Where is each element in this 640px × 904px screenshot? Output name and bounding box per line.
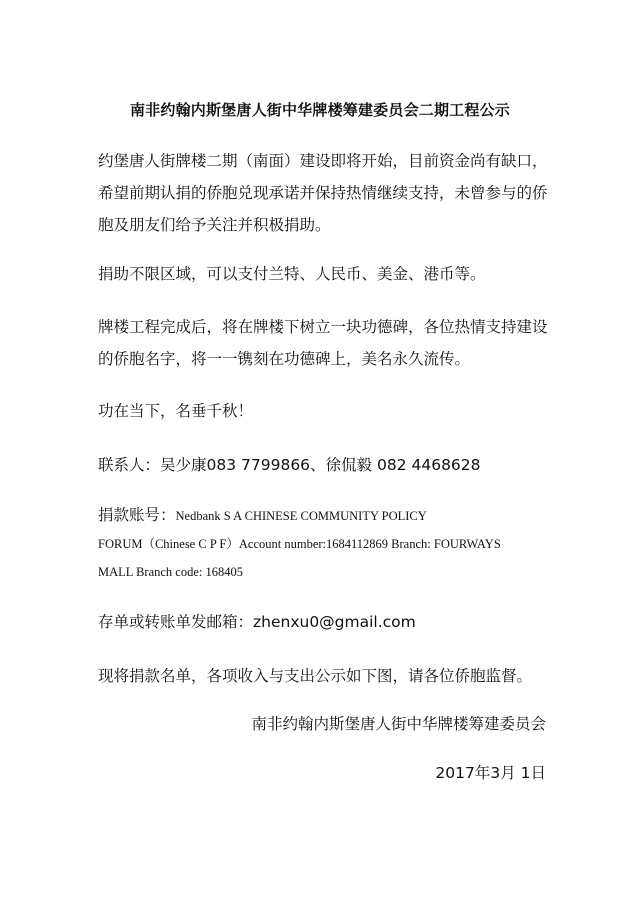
paragraph-donation-list-note: 现将捐款名单，各项收入与支出公示如下图，请各位侨胞监督。 [98, 667, 533, 685]
account-label: 捐款账号： [98, 506, 176, 524]
paragraph-construction-notice: 约堡唐人街牌楼二期（南面）建设即将开始，目前资金尚有缺口，希望前期认捐的侨胞兑现承诺并保持热情继续支持，未曾参与的侨胞及朋友们给予关注并积极捐助。 [98, 152, 548, 234]
bank-account-block [98, 501, 568, 586]
account-bank-name: Nedbank S A CHINESE COMMUNITY POLICY [175, 509, 427, 523]
document-date: 2017年3月 1日 [435, 764, 546, 782]
paragraph-contacts: 联系人：吴少康083 7799866、徐侃毅 082 4468628 [98, 456, 481, 474]
paragraph-slogan: 功在当下，名垂千秋！ [98, 402, 254, 420]
signature-committee: 南非约翰内斯堡唐人街中华牌楼筹建委员会 [251, 715, 546, 733]
paragraph-currency-info: 捐助不限区域，可以支付兰特、人民币、美金、港币等。 [98, 265, 486, 283]
account-line-2: FORUM（Chinese C P F）Account number:1684112869 Branch: FOURWAYS [98, 537, 501, 551]
paragraph-merit-monument: 牌楼工程完成后，将在牌楼下树立一块功德碑，各位热情支持建设的侨胞名字，将一一镌刻在功德碑上，美名永久流传。 [98, 318, 548, 368]
paragraph-email: 存单或转账单发邮箱：zhenxu0@gmail.com [98, 613, 416, 631]
account-line-1 [98, 501, 568, 530]
page-title: 南非约翰内斯堡唐人街中华牌楼筹建委员会二期工程公示 [129, 101, 510, 119]
account-line-3: MALL Branch code: 168405 [98, 565, 243, 579]
